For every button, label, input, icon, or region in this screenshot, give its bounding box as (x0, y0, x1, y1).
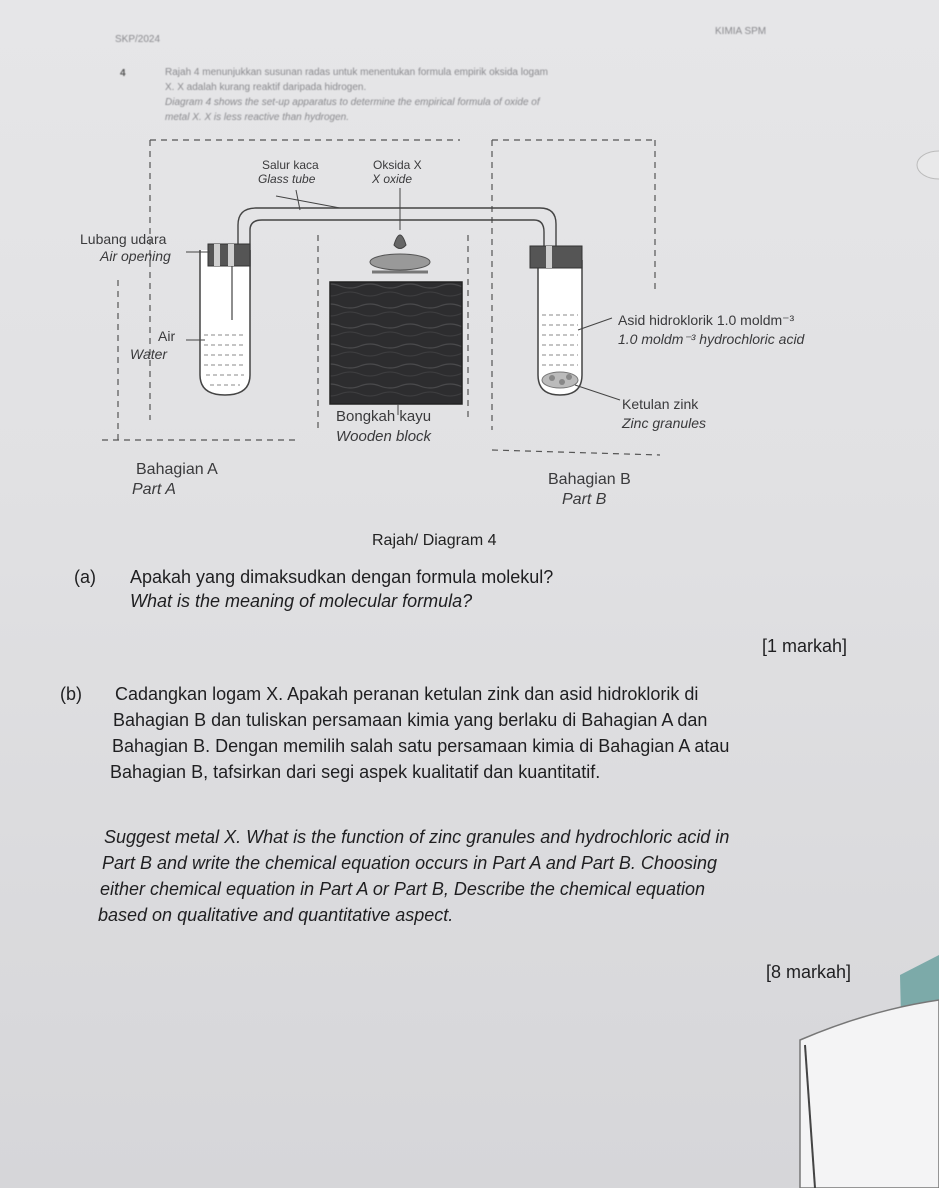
label-part-b-ms: Bahagian B (548, 471, 631, 488)
page-corner-decoration (800, 955, 939, 1188)
frame-bottom-right (492, 450, 660, 455)
label-oxide-en: X oxide (372, 172, 413, 186)
diagram-caption: Rajah/ Diagram 4 (372, 532, 497, 549)
label-water-en: Water (130, 346, 168, 362)
label-water-ms: Air (158, 328, 176, 344)
header-right-code: KIMIA SPM (715, 26, 767, 37)
header-left-code: SKP/2024 (115, 34, 161, 45)
water-test-tube (200, 244, 250, 395)
label-zinc-ms: Ketulan zink (622, 396, 699, 412)
label-zinc-en: Zinc granules (622, 415, 707, 431)
label-acid-ms: Asid hidroklorik 1.0 moldm⁻³ (618, 312, 795, 328)
question-b-english-line3: either chemical equation in Part A or Part B, Describe the chemical equation (100, 879, 705, 899)
edge-object (917, 151, 939, 179)
intro-malay-line1: Rajah 4 menunjukkan susunan radas untuk menentukan formula empirik oksida logam (165, 67, 548, 78)
question-a-english: What is the meaning of molecular formula? (130, 591, 473, 611)
question-b-malay-line3: Bahagian B. Dengan memilih salah satu persamaan kimia di Bahagian A atau (112, 736, 730, 756)
question-b-malay-line4: Bahagian B, tafsirkan dari segi aspek kualitatif dan kuantitatif. (110, 762, 601, 782)
intro-english-line1: Diagram 4 shows the set-up apparatus to determine the empirical formula of oxide of (165, 97, 540, 108)
question-a-label: (a) (74, 567, 96, 587)
intro-malay-line2: X. X adalah kurang reaktif daripada hidrogen. (165, 82, 367, 93)
label-block-en: Wooden block (336, 428, 432, 445)
label-part-a-en: Part A (132, 481, 176, 498)
question-b-marks: [8 markah] (766, 962, 852, 982)
bunsen-flame (370, 235, 430, 272)
wooden-block (330, 282, 462, 404)
label-air-opening-en: Air opening (100, 248, 171, 264)
label-air-opening-ms: Lubang udara (80, 231, 167, 247)
question-b-english-line2: Part B and write the chemical equation occurs in Part A and Part B. Choosing (102, 853, 717, 873)
question-b-english-line4: based on qualitative and quantitative aspect. (98, 905, 454, 925)
question-b-malay-line2: Bahagian B dan tuliskan persamaan kimia yang berlaku di Bahagian A dan (113, 710, 708, 730)
intro-english-line2: metal X. X is less reactive than hydrogen. (165, 112, 349, 123)
question-b-label: (b) (60, 684, 82, 704)
label-part-b-en: Part B (562, 491, 607, 508)
label-block-ms: Bongkah kayu (336, 408, 432, 425)
label-acid-en: 1.0 moldm⁻³ hydrochloric acid (618, 331, 805, 347)
label-glass-tube-ms: Salur kaca (262, 158, 319, 172)
acid-test-tube (530, 246, 582, 395)
question-b-malay-line1: Cadangkan logam X. Apakah peranan ketulan zink dan asid hidroklorik di (115, 684, 699, 704)
question-b-english-line1: Suggest metal X. What is the function of zinc granules and hydrochloric acid in (104, 827, 730, 847)
label-oxide-ms: Oksida X (373, 158, 422, 172)
question-a-malay: Apakah yang dimaksudkan dengan formula molekul? (130, 567, 554, 587)
question-a-marks: [1 markah] (762, 636, 848, 656)
question-number: 4 (120, 68, 126, 79)
label-glass-tube-en: Glass tube (258, 172, 316, 186)
label-part-a-ms: Bahagian A (136, 461, 218, 478)
